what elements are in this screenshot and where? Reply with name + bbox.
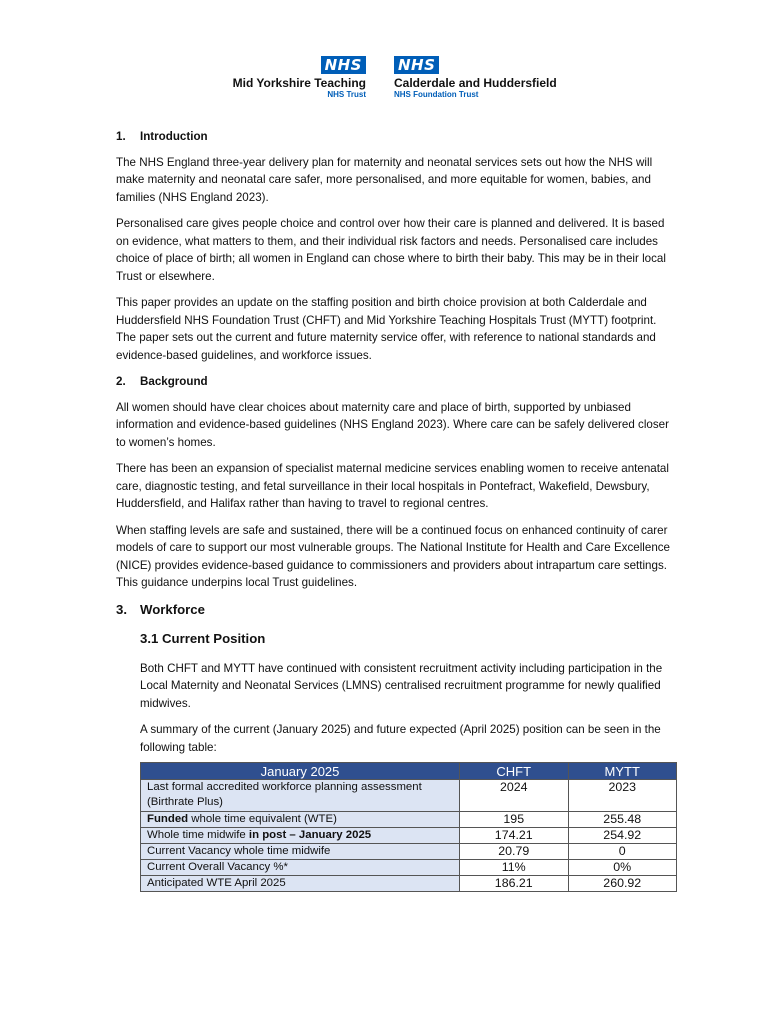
row-label <box>141 876 460 892</box>
section-1-para-3: This paper provides an update on the staffing position and birth choice provision at both Calderdale and Huddersfield NHS Foundation Trust (CHFT) and Mid Yorkshire Teaching Hospitals Trust (MYTT) footprint. The paper sets out the current and future maternity service offer, with reference to national standards and evidence-based guidelines, and workforce issues. <box>116 296 657 362</box>
table-row <box>141 828 677 844</box>
table-row <box>141 860 677 876</box>
row-mytt-value: 0% <box>568 860 677 876</box>
table-header-chft: CHFT <box>460 763 569 780</box>
section-3-number: 3. <box>116 601 127 617</box>
workforce-summary-table <box>140 762 677 892</box>
row-mytt-value: 0 <box>568 844 677 860</box>
section-3-para-2: A summary of the current (January 2025) and future expected (April 2025) position can be seen in the following table: <box>140 723 661 754</box>
mytt-logo <box>224 56 366 99</box>
mytt-org-sub: NHS Trust <box>327 90 366 99</box>
section-3-1-heading: 3.1 Current Position <box>140 631 266 646</box>
header-logos <box>0 56 770 106</box>
section-2-heading <box>116 373 676 391</box>
table-header-row <box>141 763 677 780</box>
row-chft-value: 20.79 <box>460 844 569 860</box>
row-mytt-value: 255.48 <box>568 812 677 828</box>
table-row <box>141 876 677 892</box>
section-1-para-1: The NHS England three-year delivery plan for maternity and neonatal services sets out how the NHS will make maternity and neonatal care safer, more personalised, and more equitable for women, babies, and families (NHS England 2023). <box>116 155 653 204</box>
row-mytt-value: 2023 <box>568 780 677 812</box>
row-label-bold: in post – January 2025 <box>248 829 372 841</box>
table-row <box>141 812 677 828</box>
section-3-title: Workforce <box>140 601 205 617</box>
row-chft-value: 11% <box>460 860 569 876</box>
row-label <box>141 860 460 876</box>
section-1-para-2: Personalised care gives people choice and control over how their care is planned and delivered. It is based on evidence, what matters to them, and their individual risk factors and needs. Personalised care includes choice of place of birth; all women in England can chose where to birth their baby. This may be in their local Trust or elsewhere. <box>116 217 666 283</box>
nhs-badge-left: NHS <box>321 56 366 74</box>
row-label-text: whole time equivalent (WTE) <box>188 813 337 825</box>
row-mytt-value: 254.92 <box>568 828 677 844</box>
row-label <box>141 780 460 812</box>
table-row <box>141 780 677 812</box>
row-label-text: Last formal accredited workforce planning assessment (Birthrate Plus) <box>147 781 422 808</box>
section-1-number: 1. <box>116 130 126 143</box>
section-1-heading <box>116 128 676 146</box>
row-label-text: Anticipated WTE April 2025 <box>147 877 286 889</box>
row-label-text: Current Overall Vacancy %* <box>147 861 288 873</box>
table-header-mytt: MYTT <box>568 763 677 780</box>
row-chft-value: 2024 <box>460 780 569 812</box>
row-label-text: Current Vacancy whole time midwife <box>147 845 331 857</box>
row-label <box>141 828 460 844</box>
table-header-period: January 2025 <box>141 763 460 780</box>
chft-org-name: Calderdale and Huddersfield <box>394 76 557 90</box>
section-3-para-1: Both CHFT and MYTT have continued with consistent recruitment activity including participation in the Local Maternity and Neonatal Services (LMNS) centralised recruitment programme for newly qualified midwives. <box>140 661 663 710</box>
section-3-heading <box>116 601 676 619</box>
row-chft-value: 195 <box>460 812 569 828</box>
section-2-para-3: When staffing levels are safe and sustained, there will be a continued focus on enhanced continuity of carer models of care to support our most vulnerable groups. The National Institute for Health and Care Excellence (NICE) provides evidence-based guidance to commissioners and providers about intrapartum care settings. This guidance underpins local Trust guidelines. <box>116 523 671 589</box>
section-2-para-1: All women should have clear choices about maternity care and place of birth, supported by unbiased information and evidence-based guidelines (NHS England 2023). Where care can be safely delivered closer to women’s homes. <box>116 400 669 449</box>
document-body <box>116 128 676 892</box>
table-row <box>141 844 677 860</box>
section-2-para-2: There has been an expansion of specialist maternal medicine services enabling women to receive antenatal care, diagnostic testing, and fetal surveillance in their local hospitals in Pontefract, Wakefield, Dewsbury, Huddersfield, and Halifax rather than having to travel to regional centres. <box>116 462 669 510</box>
nhs-badge-right: NHS <box>394 56 439 74</box>
mytt-org-name: Mid Yorkshire Teaching <box>232 76 366 90</box>
section-2-title: Background <box>140 375 208 388</box>
row-mytt-value: 260.92 <box>568 876 677 892</box>
row-chft-value: 174.21 <box>460 828 569 844</box>
row-label-bold: Funded <box>147 813 189 825</box>
chft-logo <box>394 56 574 99</box>
row-chft-value: 186.21 <box>460 876 569 892</box>
row-label <box>141 812 460 828</box>
row-label-text: Whole time midwife <box>147 829 249 841</box>
section-1-title: Introduction <box>140 130 208 143</box>
section-2-number: 2. <box>116 375 126 388</box>
chft-org-sub: NHS Foundation Trust <box>394 90 479 99</box>
row-label <box>141 844 460 860</box>
